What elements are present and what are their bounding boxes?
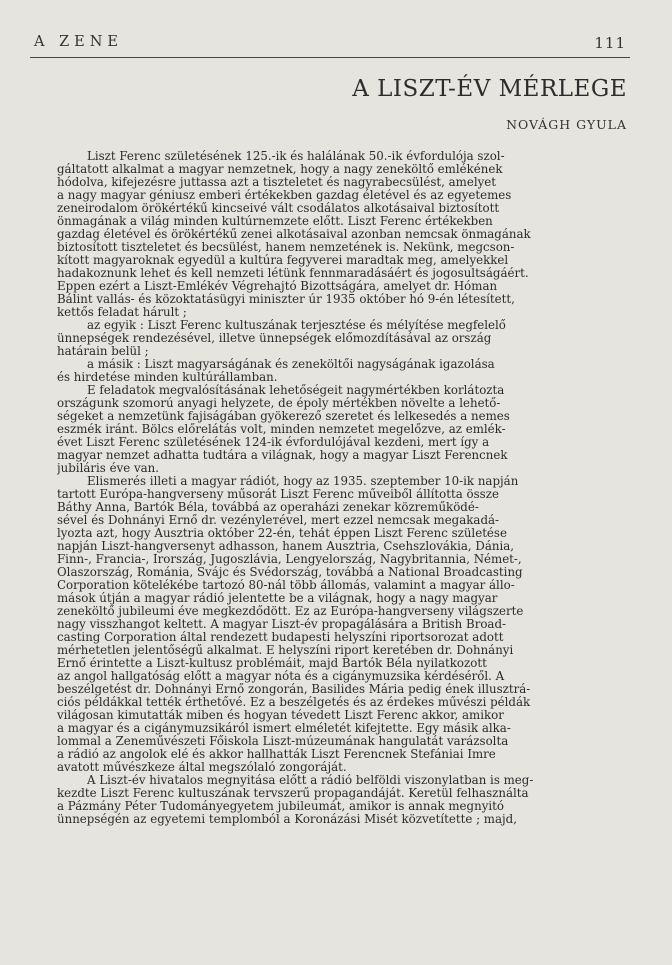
text-line: ciós példákkal tették érthetővé. Ez a beszélgetés és az érdekes művészi példák	[57, 696, 531, 709]
text-line: világosan kimutatták miben és hogyan tévedett Liszt Ferenc akkor, amikor	[57, 709, 504, 722]
header-divider	[30, 57, 630, 58]
text-line: A Liszt-év hivatalos megnyitása előtt a rádió belföldi viszonylatban is meg-	[57, 774, 534, 787]
text-line: a magyar és a cigánymuzsikáról ismert elméletét kifejtette. Egy másik alka-	[57, 722, 511, 735]
text-line: a másik : Liszt magyarságának és zeneköltői nagyságának igazolása	[57, 358, 495, 371]
text-line: évet Liszt Ferenc születésének 124-ik évfordulójával kezdeni, mert így a	[57, 436, 490, 449]
text-line: kettős feladat hárult ;	[57, 306, 187, 319]
text-line: lommal a Zeneművészeti Főiskola Liszt-múzeumának hangulatát varázsolta	[57, 735, 509, 748]
text-line: Finn-, Francia-, Írország, Jugoszlávia, Lengyelország, Nagybritannia, Német-,	[57, 553, 522, 566]
text-line: országunk szomorú anyagi helyzete, de époly mértékben növelte a lehető-	[57, 397, 501, 410]
text-line: tartott Európa-hangverseny műsorát Liszt Ferenc műveiből állította össze	[57, 488, 499, 501]
text-line: eszmék iránt. Bölcs előrelátás volt, minden nemzetet megelőzve, az emlék-	[57, 423, 506, 436]
running-head: A ZENE	[34, 34, 124, 50]
text-line: beszélgetést dr. Dohnányi Ernő zongorán, Basilides Mária pedig ének illusztrá-	[57, 683, 531, 696]
text-line: biztosított tiszteletet és becsülést, hanem nemzetének is. Nekünk, megcson-	[57, 241, 515, 254]
text-line: nagy visszhangot keltett. A magyar Liszt-év propagálására a British Broad-	[57, 618, 507, 631]
page-number: 111	[594, 34, 626, 52]
text-line: ünnepségén az egyetemi templomból a Koronázási Misét közvetítette ; majd,	[57, 813, 517, 826]
text-line: gazdag életével és örökértékű zenei alkotásaival azonban nemcsak önmagának	[57, 228, 531, 241]
text-line: zeneirodalom örökértékű kincseivé vált csodálatos alkotásaival biztosított	[57, 202, 500, 215]
text-line: jubiláris éve van.	[57, 462, 160, 475]
text-line: az egyik : Liszt Ferenc kultuszának terjesztése és mélyítése megfelelő	[57, 319, 506, 332]
text-line: a rádió az angolok elé és akkor hallhatták Liszt Ferencnek Stefániai Imre	[57, 748, 496, 761]
text-line: avatott művészkeze által megszólaló zongoráját.	[57, 761, 347, 774]
text-line: lyozta azt, hogy Ausztria október 22-én, tehát éppen Liszt Ferenc születése	[57, 527, 507, 540]
text-line: gáltatott alkalmat a magyar nemzetnek, hogy a nagy zeneköltő emlékének	[57, 163, 503, 176]
article-author: NOVÁGH GYULA	[506, 117, 627, 132]
text-line: zeneköltő jubileumi éve megkezdődött. Ez az Európa-hangverseny világszerte	[57, 605, 524, 618]
article-title: A LISZT-ÉV MÉRLEGE	[352, 76, 627, 102]
text-line: kított magyaroknak egyedül a kultúra fegyverei maradtak meg, amelyekkel	[57, 254, 509, 267]
text-line: E feladatok megvalósításának lehetőségeit nagymértékben korlátozta	[57, 384, 505, 397]
text-line: Ernő érintette a Liszt-kultusz problémáit, majd Bartók Béla nyilatkozott	[57, 657, 487, 670]
text-line: Éppen ezért a Liszt-Emlékév Végrehajtó Bizottságára, amelyet dr. Hóman	[57, 280, 498, 293]
text-line: és hirdetése minden kultúrállamban.	[57, 371, 278, 384]
text-line: Olaszország, Románia, Svájc és Svédország, továbbá a National Broadcasting	[57, 566, 523, 579]
text-line: hadakoznunk lehet és kell nemzeti létünk fennmaradásáért és jogosultságáért.	[57, 267, 529, 280]
text-line: napján Liszt-hangversenyt adhasson, hanem Ausztria, Csehszlovákia, Dánia,	[57, 540, 515, 553]
text-line: sével és Dohnányi Ernő dr. vezénylетével, mert ezzel nemcsak megakadá-	[57, 514, 500, 527]
text-line: határain belül ;	[57, 345, 149, 358]
text-line: ségeket a nemzetünk fajiságában gyökerező szeretet és lelkesedés a nemes	[57, 410, 510, 423]
text-line: önmagának a világ minden kultúrnemzete előtt. Liszt Ferenc értékekben	[57, 215, 493, 228]
text-line: Báthy Anna, Bartók Béla, továbbá az operaházi zenekar közreműködé-	[57, 501, 479, 514]
article-body	[57, 150, 625, 826]
text-line: hódolva, kifejezésre juttassa azt a tiszteletet és nagyrabecsülést, amelyet	[57, 176, 497, 189]
text-line: az angol hallgatóság előtt a magyar nóta és a cigánymuzsika kérdéséről. A	[57, 670, 505, 683]
text-line: a nagy magyar géniusz emberi értékekben gazdag életével és az egyetemes	[57, 189, 512, 202]
text-line: kezdte Liszt Ferenc kultuszának tervszerű propagandáját. Keretül felhasználta	[57, 787, 529, 800]
text-line: magyar nemzet adhatta tudtára a világnak, hogy a magyar Liszt Ferencnek	[57, 449, 508, 462]
text-line: Liszt Ferenc születésének 125.-ik és halálának 50.-ik évfordulója szol-	[57, 150, 505, 163]
text-line: Elismerés illeti a magyar rádiót, hogy az 1935. szeptember 10-ik napján	[57, 475, 519, 488]
text-line: mások útján a magyar rádió jelentette be a világnak, hogy a nagy magyar	[57, 592, 498, 605]
text-line: casting Corporation által rendezett budapesti helyszíni riportsorozat adott	[57, 631, 504, 644]
text-line: Bálint vallás- és közoktatásügyi miniszter úr 1935 október hó 9-én létesített,	[57, 293, 515, 306]
text-line: Corporation kötelékébe tartozó 80-nál több állomás, valamint a magyar állo-	[57, 579, 515, 592]
text-line: a Pázmány Péter Tudományegyetem jubileumát, amikor is annak megnyitó	[57, 800, 504, 813]
text-line: ünnepségek rendezésével, illetve ünnepségek előmozdításával az ország	[57, 332, 492, 345]
text-line: mérhetetlen jelentőségű alkalmat. E helyszíni riport keretében dr. Dohnányi	[57, 644, 514, 657]
